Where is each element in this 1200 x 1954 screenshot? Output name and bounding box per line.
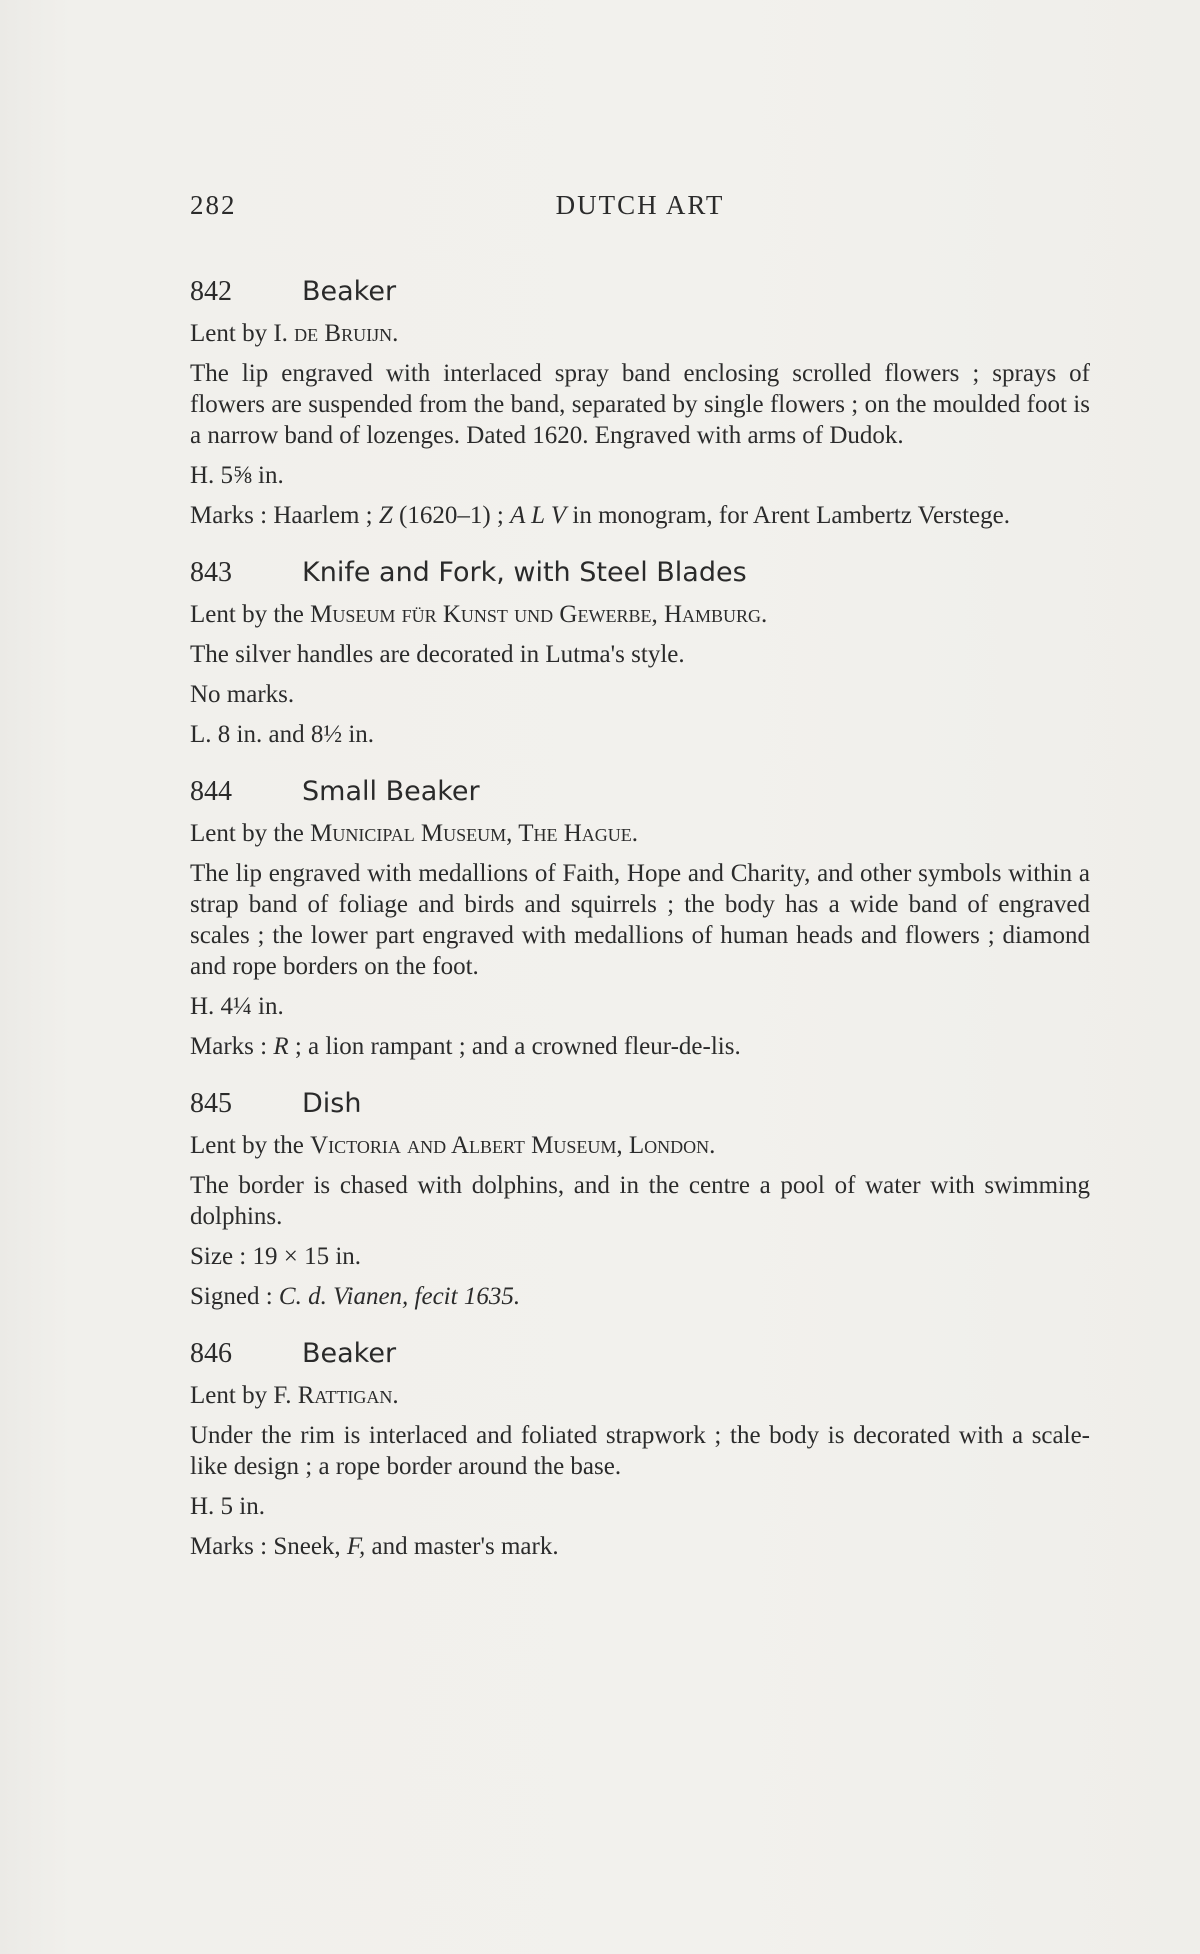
lender-line: [190, 818, 1090, 849]
catalogue-entry-846: [190, 1338, 1090, 1562]
marks-label: Marks :: [190, 1033, 268, 1060]
mark-note: ; a lion rampant ; and a crowned fleur-de-lis.: [294, 1033, 741, 1060]
mark-letter: F,: [346, 1533, 366, 1560]
mark-letter: Z: [378, 502, 393, 529]
catalogue-entry-845: [190, 1088, 1090, 1312]
lender-line: [190, 1130, 1090, 1161]
mark-date: (1620–1) ;: [399, 502, 504, 529]
lender-name: I. de Bruijn.: [273, 320, 399, 347]
entry-title: Dish: [302, 1088, 362, 1119]
entry-measure: H. 5⅝ in.: [190, 462, 284, 489]
page-number: 282: [190, 190, 237, 220]
entry-measure: L. 8 in. and 8½ in.: [190, 721, 375, 748]
lent-by-label: Lent by the: [190, 601, 304, 628]
lender-name: Museum für Kunst und Gewerbe, Hamburg.: [310, 601, 768, 628]
entry-title: Beaker: [302, 1338, 397, 1369]
entry-measure: H. 4¼ in.: [190, 993, 284, 1020]
entry-number: 846: [190, 1338, 232, 1369]
lent-by-label: Lent by the: [190, 1132, 304, 1159]
mark-letter: R: [273, 1033, 289, 1060]
marks-label: Marks : Sneek,: [190, 1533, 341, 1560]
lender-name: Victoria and Albert Museum, London.: [310, 1132, 716, 1159]
entry-number: 842: [190, 276, 232, 307]
mark-note: and master's mark.: [371, 1533, 559, 1560]
lender-line: [190, 599, 1090, 630]
lender-name: F. Rattigan.: [273, 1382, 399, 1409]
catalogue-entry-842: [190, 276, 1090, 531]
entry-description: The silver handles are decorated in Lutma's style.: [190, 641, 685, 668]
entry-heading: [190, 276, 1090, 308]
lender-name: Municipal Museum, The Hague.: [310, 820, 639, 847]
page-header: [190, 190, 1090, 240]
mark-monogram: A L V: [510, 502, 567, 529]
entry-heading: [190, 1088, 1090, 1120]
running-head: DUTCH ART: [555, 190, 725, 220]
entry-number: 844: [190, 776, 232, 807]
entry-marks: [190, 1031, 1090, 1062]
catalogue-entry-844: [190, 776, 1090, 1062]
lent-by-label: Lent by the: [190, 820, 304, 847]
lender-line: [190, 318, 1090, 349]
lent-by-label: Lent by: [190, 1382, 268, 1409]
entry-marks: [190, 500, 1090, 531]
entry-number: 845: [190, 1088, 232, 1119]
entry-heading: [190, 1338, 1090, 1370]
text-column: [190, 190, 1090, 1588]
entry-measure: H. 5 in.: [190, 1493, 265, 1520]
entry-description: The lip engraved with medallions of Faith, Hope and Charity, and other symbols within a strap band of foliage and birds and squirrels ; the body has a wide band of engraved scales ; the lower part engraved with medallions of human heads and flowers ; diamond and rope borders on the foot.: [190, 860, 1090, 980]
entry-marks: [190, 1531, 1090, 1562]
catalogue-entry-843: [190, 557, 1090, 750]
entry-description: The border is chased with dolphins, and in the centre a pool of water with swimming dolphins.: [190, 1172, 1090, 1230]
entry-description: Under the rim is interlaced and foliated strapwork ; the body is decorated with a scale-like design ; a rope border around the base.: [190, 1422, 1090, 1480]
entry-number: 843: [190, 557, 232, 588]
marks-label: Marks : Haarlem ;: [190, 502, 373, 529]
entry-title: Knife and Fork, with Steel Blades: [302, 557, 747, 588]
entry-heading: [190, 557, 1090, 589]
entry-description: The lip engraved with interlaced spray band enclosing scrolled flowers ; sprays of flowers are suspended from the band, separated by single flowers ; on the moulded foot is a narrow band of lozenges. Dated 1620. Engraved with arms of Dudok.: [190, 360, 1090, 449]
entry-heading: [190, 776, 1090, 808]
entry-marks: No marks.: [190, 681, 295, 708]
lender-line: [190, 1380, 1090, 1411]
entry-title: Beaker: [302, 276, 397, 307]
entry-signature: [190, 1281, 1090, 1312]
entry-size: Size : 19 × 15 in.: [190, 1243, 362, 1270]
lent-by-label: Lent by: [190, 320, 268, 347]
entry-title: Small Beaker: [302, 776, 480, 807]
mark-note: in monogram, for Arent Lambertz Verstege.: [572, 502, 1011, 529]
signed-label: Signed :: [190, 1283, 273, 1310]
signature-text: C. d. Vianen, fecit 1635.: [278, 1283, 521, 1310]
